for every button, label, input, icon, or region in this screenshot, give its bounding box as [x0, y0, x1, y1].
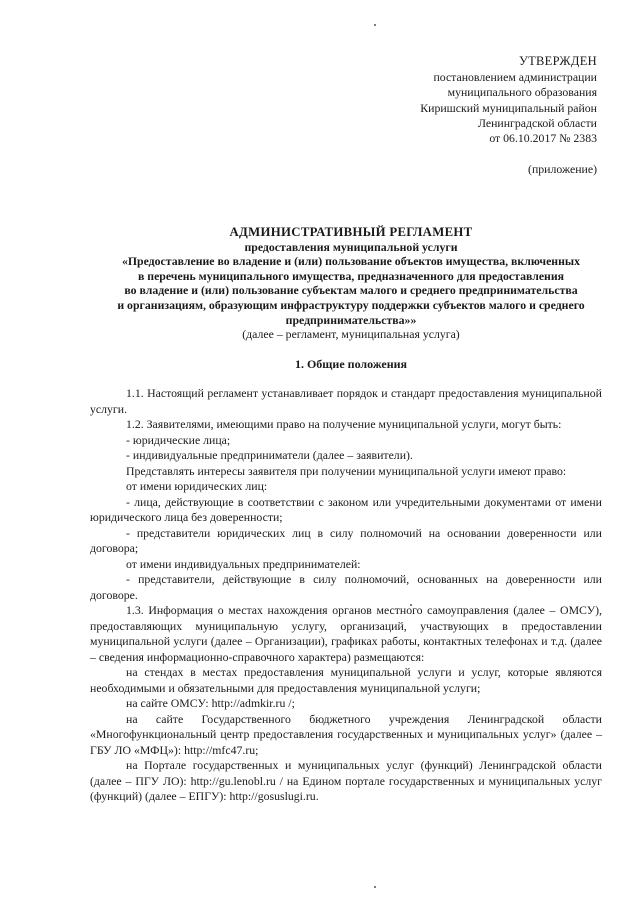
scan-speck [374, 886, 376, 888]
title-line: предпринимательства»» [285, 312, 417, 327]
title-note: (далее – регламент, муниципальная услуга) [242, 327, 460, 342]
paragraph: 1.1. Настоящий регламент устанавливает порядок и стандарт предоставления муниципальной услуги. [90, 386, 602, 416]
approval-stamp [420, 54, 597, 146]
paragraph: от имени юридических лиц: [126, 479, 268, 493]
approval-line: Ленинградской области [477, 115, 597, 130]
scan-speck [374, 24, 376, 26]
list-item: - индивидуальные предприниматели (далее – заявители). [126, 448, 413, 462]
approval-line: постановлением администрации [433, 70, 597, 85]
document-title-block [86, 225, 616, 342]
title-line: в перечень муниципального имущества, предназначенного для предоставления [137, 268, 565, 283]
paragraph: на сайте ОМСУ: http://admkir.ru /; [126, 696, 295, 710]
paragraph: на Портале государственных и муниципальных услуг (функций) Ленинградской области (далее – ПГУ ЛО): http://gu.lenobl.ru / на Едином портале государственных и муниципальных услуг (функций) (далее – ЕПГУ): http://gosuslugi.ru. [90, 758, 602, 803]
paragraph: на стендах в местах предоставления муниципальной услуги и услуг, которые являются необходимыми и обязательными для предоставления муниципальной услуги; [90, 665, 602, 695]
title-line: и организациям, образующим инфраструктуру поддержки субъектов малого и среднего [117, 297, 585, 312]
title-line: «Предоставление во владение и (или) пользование объектов имущества, включенных [121, 254, 581, 269]
document-body [90, 386, 602, 805]
paragraph: 1.3. Информация о местах нахождения органов местного самоуправления (далее – ОМСУ), предоставляющих муниципальную услугу, организаций, участвующих в предоставлении муниципальной услуги (далее – Организации), графиках работы, контактных телефонах и т.д. (далее – сведения информационно-справочного характера) размещаются: [90, 603, 602, 664]
section-heading: 1. Общие положения [294, 357, 408, 371]
paragraph: 1.2. Заявителями, имеющими право на получение муниципальной услуги, могут быть: [126, 417, 562, 431]
title-line: предоставления муниципальной услуги [244, 239, 458, 254]
list-item: - юридические лица; [126, 432, 231, 447]
approval-line: муниципального образования [447, 85, 597, 100]
paragraph: на сайте Государственного бюджетного учреждения Ленинградской области «Многофункциональный центр предоставления государственных и муниципальных услуг» (далее – ГБУ ЛО «МФЦ»): http://mfc47.ru; [90, 711, 602, 757]
list-item: - представители, действующие в силу полномочий, основанных на доверенности или договоре. [90, 572, 602, 602]
list-item: - представители юридических лиц в силу полномочий на основании доверенности или договора; [90, 525, 602, 555]
title-line: во владение и (или) пользование субъектам малого и среднего предпринимательства [124, 283, 578, 298]
approval-line: Киришский муниципальный район [420, 100, 597, 115]
list-item: - лица, действующие в соответствии с законом или учредительными документами от имени юридического лица без доверенности; [90, 494, 602, 524]
document-title: АДМИНИСТРАТИВНЫЙ РЕГЛАМЕНТ [229, 225, 473, 239]
paragraph: Представлять интересы заявителя при получении муниципальной услуги имеют право: [126, 463, 567, 478]
appendix-note: (приложение) [528, 162, 597, 176]
approval-heading: УТВЕРЖДЕН [518, 54, 597, 68]
approval-date-line: от 06.10.2017 № 2383 [489, 131, 597, 146]
paragraph: от имени индивидуальных предпринимателей: [126, 556, 361, 571]
